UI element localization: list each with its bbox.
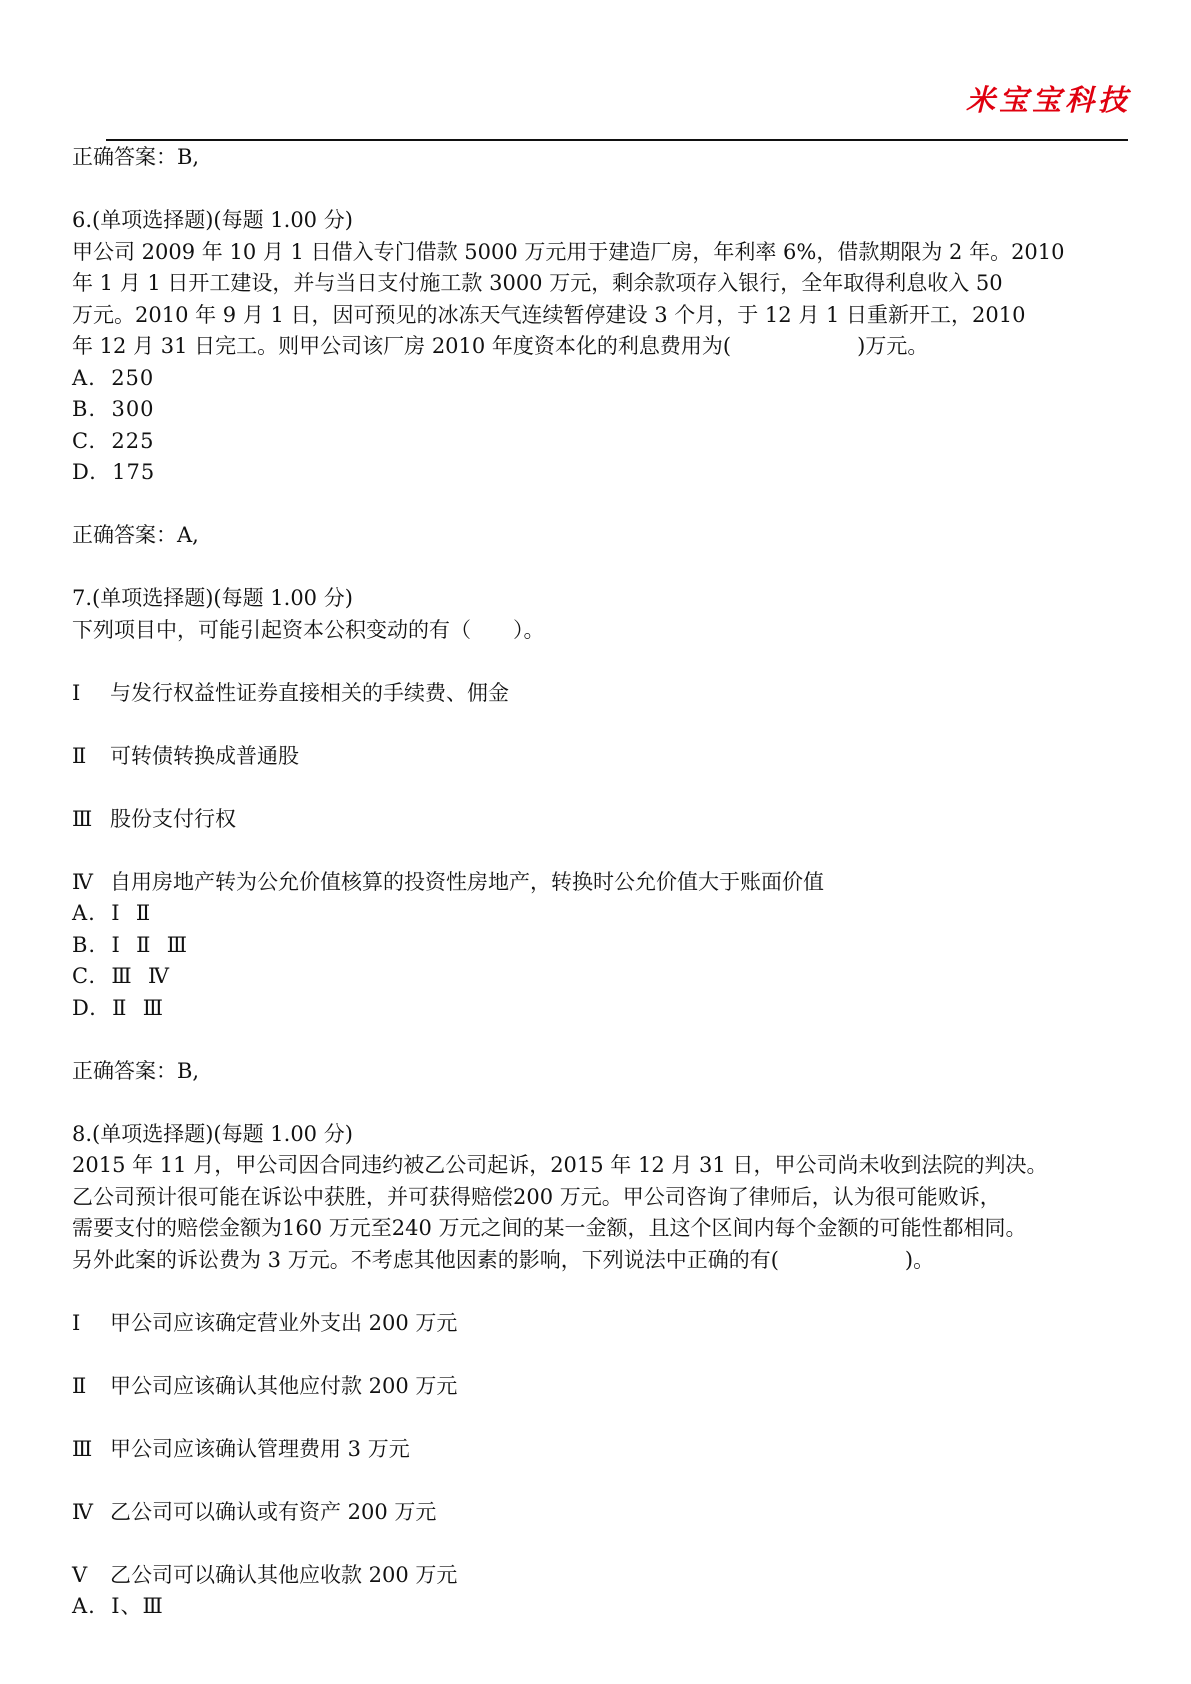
option-d: D. 175 (72, 460, 156, 484)
option-b: B. Ⅰ Ⅱ Ⅲ (72, 932, 188, 957)
statement-text: 乙公司可以确认其他应收款 200 万元 (110, 1562, 458, 1587)
question-stem-line: 年 12 月 31 日完工。则甲公司该厂房 2010 年度资本化的利息费用为( )万元。 (72, 334, 929, 358)
statement-item (72, 1371, 1132, 1403)
question-stem-line: 年 1 月 1 日开工建设，并与当日支付施工款 3000 万元，剩余款项存入银行，全年取得利息收入 50 (72, 271, 1003, 295)
statement-text: 乙公司可以确认或有资产 200 万元 (110, 1499, 437, 1524)
question-header: 6.(单项选择题)(每题 1.00 分) (72, 208, 353, 232)
question-stem-line: 2015 年 11 月，甲公司因合同违约被乙公司起诉，2015 年 12 月 31 日，甲公司尚未收到法院的判决。 (72, 1153, 1048, 1177)
statement-item (72, 1560, 1132, 1592)
question-8 (72, 1119, 1132, 1623)
question-stem: 下列项目中，可能引起资本公积变动的有（ ）。 (72, 617, 545, 642)
statement-text: 可转债转换成普通股 (110, 743, 299, 768)
question-header: 8.(单项选择题)(每题 1.00 分) (72, 1121, 353, 1146)
statement-text: 股份支付行权 (110, 806, 236, 831)
statement-label: Ⅲ (72, 806, 93, 831)
prev-answer: 正确答案：B, (72, 145, 200, 169)
option-c: C. Ⅲ Ⅳ (72, 964, 170, 988)
statement-item (72, 804, 1132, 836)
statement-item (72, 867, 1132, 899)
statement-label: Ⅰ (72, 1310, 81, 1335)
statement-text: 甲公司应该确认其他应付款 200 万元 (110, 1373, 458, 1398)
statement-label: Ⅳ (72, 1499, 93, 1524)
option-a: A. Ⅰ Ⅱ (72, 901, 152, 925)
statement-item (72, 1434, 1132, 1466)
option-b: B. 300 (72, 397, 155, 421)
statement-text: 甲公司应该确定营业外支出 200 万元 (110, 1310, 458, 1335)
question-stem-line: 乙公司预计很可能在诉讼中获胜，并可获得赔偿200 万元。甲公司咨询了律师后，认为很可能败诉， (72, 1184, 1001, 1209)
correct-answer: 正确答案：A, (72, 523, 199, 547)
statement-item (72, 1497, 1132, 1529)
question-stem-line: 甲公司 2009 年 10 月 1 日借入专门借款 5000 万元用于建造厂房，年利率 6%，借款期限为 2 年。2010 (72, 239, 1065, 264)
question-stem-line: 另外此案的诉讼费为 3 万元。不考虑其他因素的影响，下列说法中正确的有( )。 (72, 1247, 935, 1272)
statement-label: Ⅳ (72, 869, 93, 894)
statement-label: Ⅰ (72, 680, 81, 705)
question-stem-line: 万元。2010 年 9 月 1 日，因可预见的冰冻天气连续暂停建设 3 个月，于 12 月 1 日重新开工，2010 (72, 302, 1026, 327)
option-d: D. Ⅱ Ⅲ (72, 995, 164, 1020)
statement-item (72, 678, 1132, 710)
header-rule (106, 139, 1128, 141)
question-7 (72, 583, 1132, 1087)
option-c: C. 225 (72, 428, 155, 453)
question-6 (72, 205, 1132, 552)
statement-text: 自用房地产转为公允价值核算的投资性房地产，转换时公允价值大于账面价值 (110, 869, 824, 894)
question-stem-line: 需要支付的赔偿金额为160 万元至240 万元之间的某一金额，且这个区间内每个金额的可能性都相同。 (72, 1216, 1027, 1240)
option-a: A. Ⅰ、Ⅲ (72, 1594, 164, 1618)
statement-text: 与发行权益性证券直接相关的手续费、佣金 (110, 680, 509, 705)
document-body (72, 142, 1132, 1623)
statement-label: Ⅴ (72, 1562, 88, 1587)
statement-label: Ⅲ (72, 1436, 93, 1461)
option-a: A. 250 (72, 365, 155, 390)
statement-item (72, 741, 1132, 773)
correct-answer: 正确答案：B, (72, 1058, 200, 1083)
brand-logo: 米宝宝科技 (965, 83, 1131, 117)
statement-text: 甲公司应该确认管理费用 3 万元 (110, 1436, 410, 1461)
question-header: 7.(单项选择题)(每题 1.00 分) (72, 586, 353, 610)
statement-label: Ⅱ (72, 743, 87, 768)
statement-label: Ⅱ (72, 1373, 87, 1398)
statement-item (72, 1308, 1132, 1340)
